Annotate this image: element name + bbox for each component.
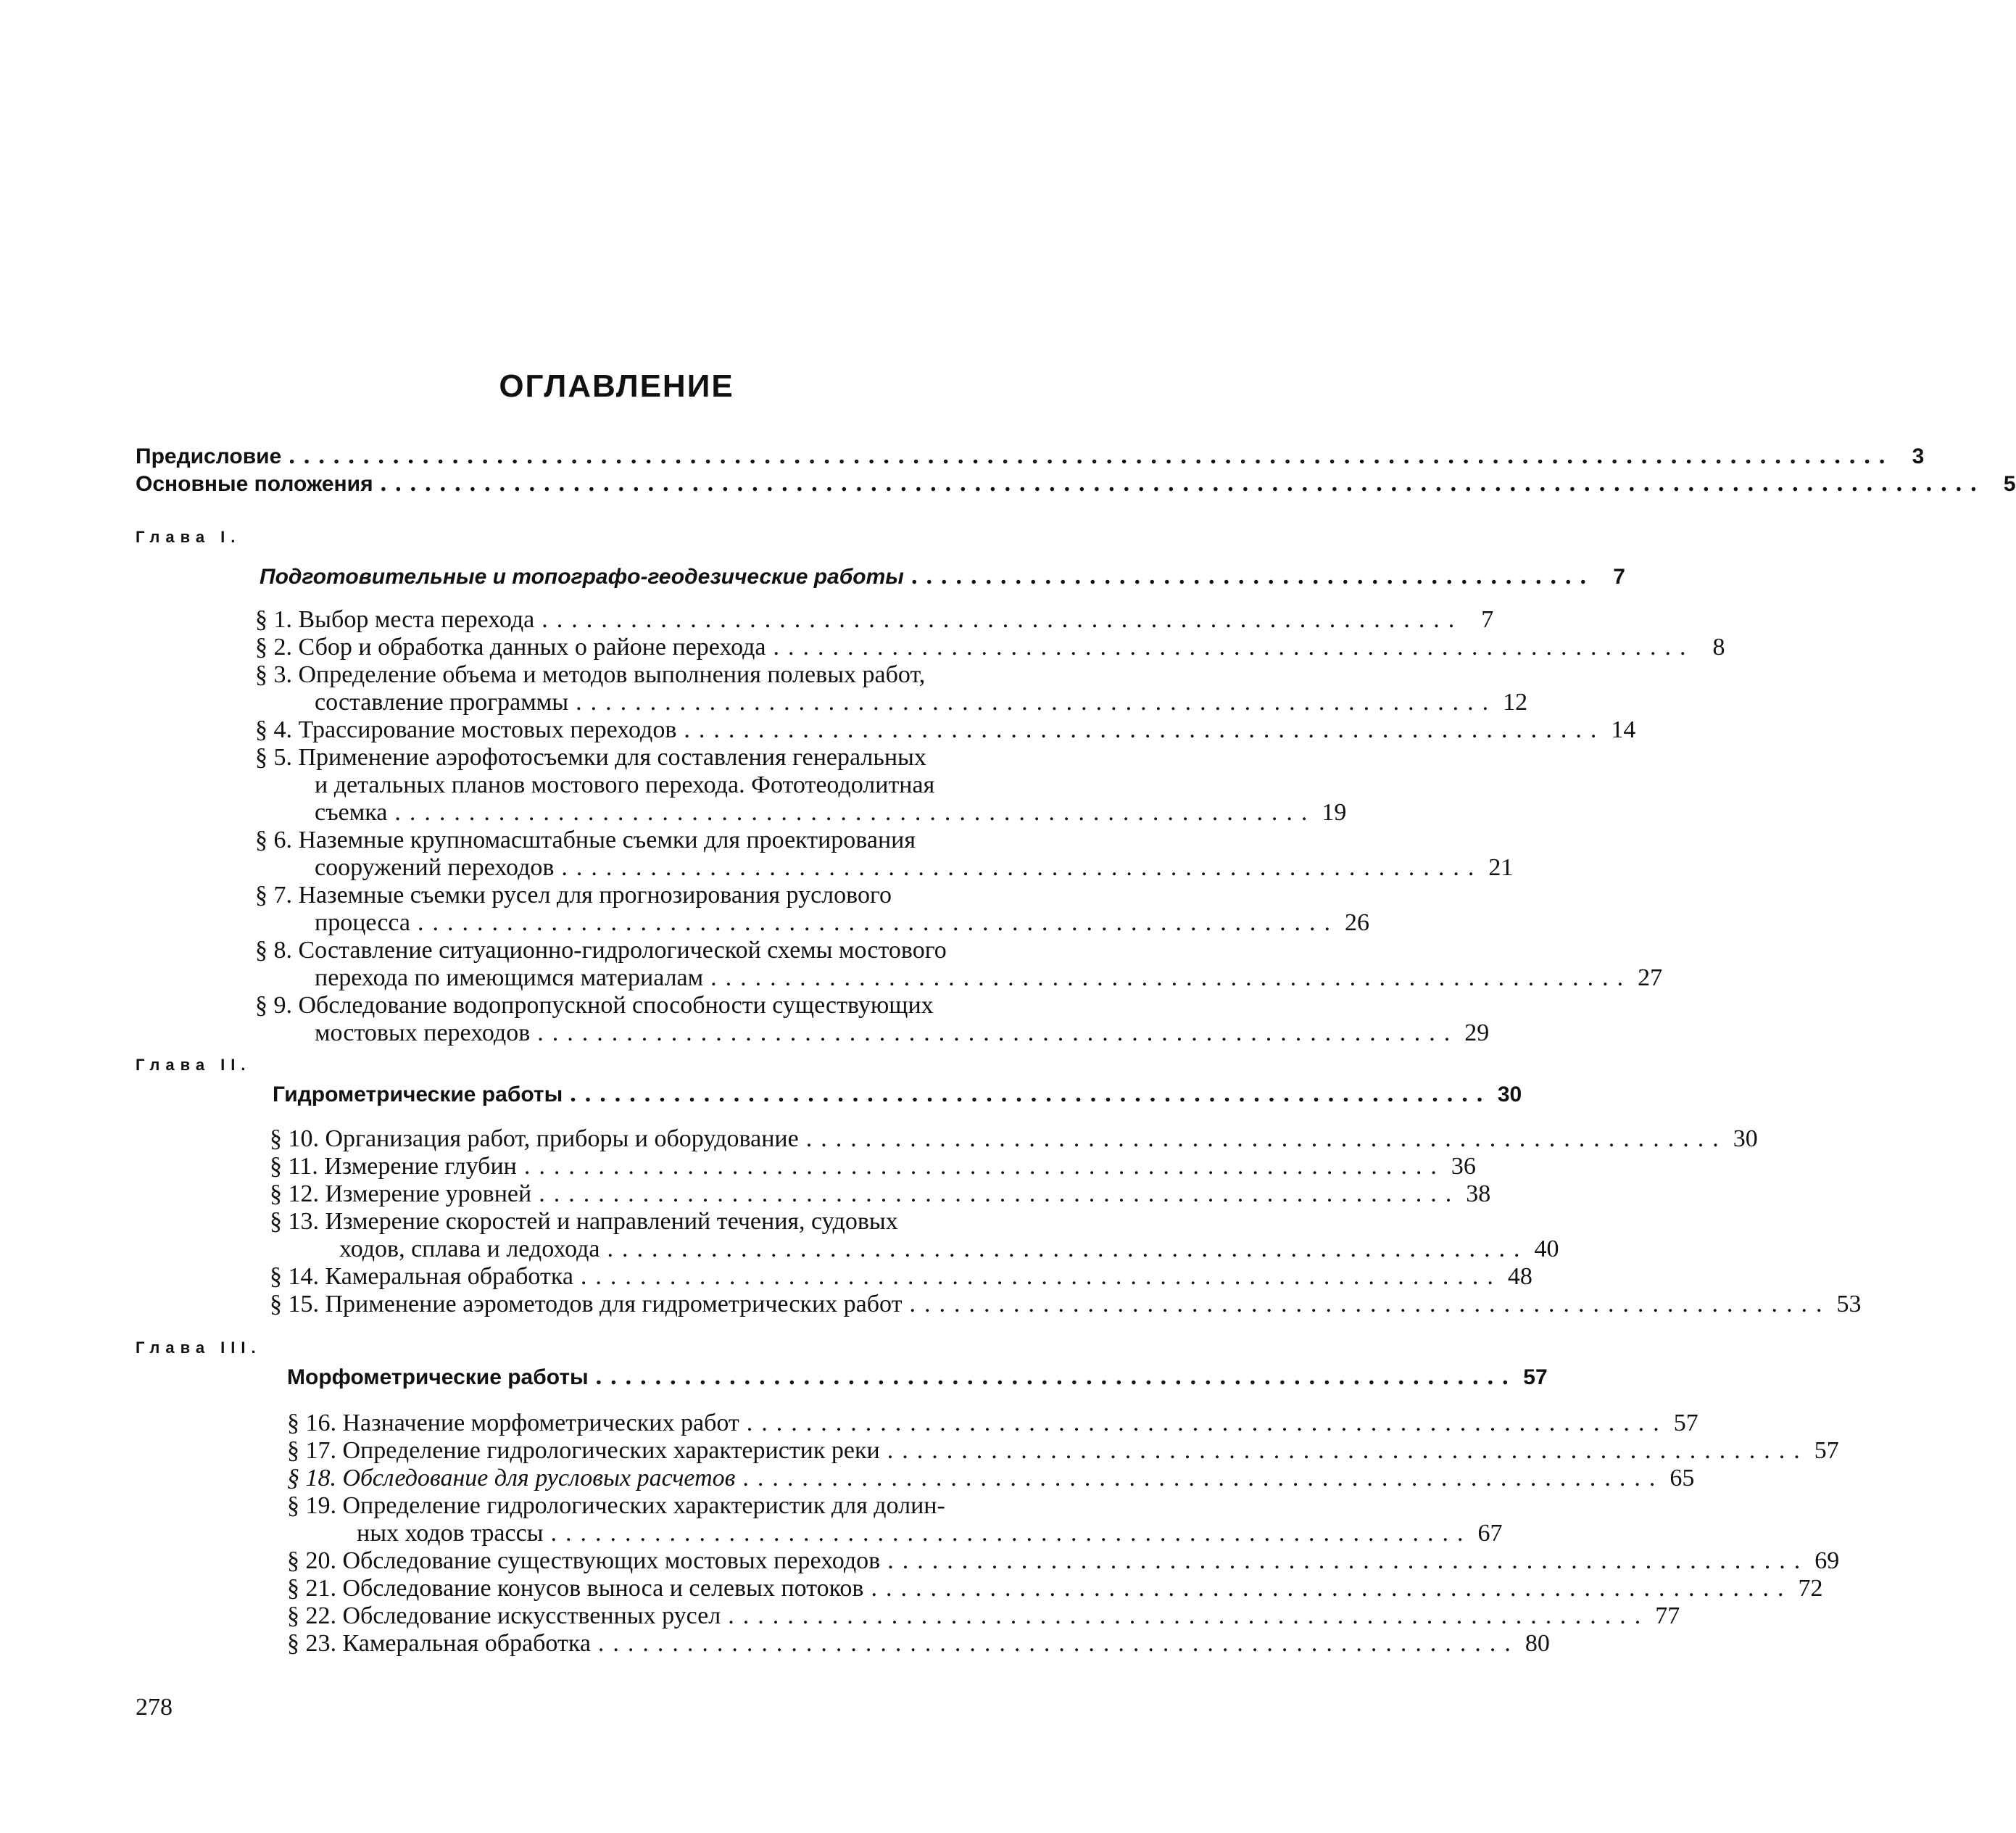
- dot-leader: ..............................................................: [805, 1125, 1727, 1152]
- section-title: Назначение морфометрических работ: [342, 1410, 739, 1436]
- chapter-title: [260, 563, 1625, 591]
- entry-page: 80: [1525, 1630, 1550, 1657]
- dot-leader: ..............................................................: [597, 1630, 1519, 1657]
- entry-page: 8: [1712, 634, 1725, 661]
- toc-section: [315, 689, 1528, 716]
- entry-page: 14: [1611, 716, 1636, 743]
- toc-section-line: [255, 661, 925, 689]
- dot-leader: ..............................................................: [580, 1263, 1502, 1290]
- section-title-cont: перехода по имеющимся материалам: [315, 964, 704, 991]
- section-title-cont: ных ходов трассы: [357, 1520, 544, 1547]
- section-title: Организация работ, приборы и оборудование: [325, 1125, 799, 1152]
- toc-section: [287, 1602, 1680, 1630]
- toc-section: [255, 716, 1636, 744]
- toc-section-line: [287, 1492, 945, 1520]
- entry-page: 36: [1451, 1153, 1476, 1180]
- dot-leader: ..............................................................: [561, 854, 1483, 881]
- entry-page: 7: [1613, 565, 1625, 589]
- dot-leader: ..............................................................: [539, 1180, 1461, 1207]
- toc-section: [287, 1410, 1698, 1437]
- dot-leader: ..............................................................: [607, 1236, 1529, 1262]
- entry-page: 12: [1503, 689, 1528, 716]
- dot-leader: ..............................................................: [887, 1547, 1809, 1574]
- entry-page: 26: [1345, 909, 1370, 936]
- entry-page: 5: [2003, 472, 2016, 496]
- dot-leader: ..............................................................: [887, 1437, 1809, 1464]
- section-title: Обследование водопропускной способности существующих: [298, 992, 934, 1019]
- toc-section: [339, 1236, 1559, 1263]
- section-title: Выбор места перехода: [298, 606, 535, 633]
- toc-section: [315, 854, 1514, 882]
- entry-page: 30: [1733, 1125, 1758, 1152]
- toc-section: [270, 1125, 1758, 1153]
- section-number: § 22.: [287, 1602, 336, 1629]
- toc-section: [315, 799, 1347, 827]
- dot-leader: ..............................................................: [746, 1410, 1668, 1436]
- section-title: Трассирование мостовых переходов: [298, 716, 677, 743]
- entry-page: 57: [1673, 1410, 1698, 1436]
- toc-section: [270, 1153, 1476, 1180]
- toc-section-line: [255, 827, 916, 854]
- section-title: Обследование конусов выноса и селевых потоков: [342, 1575, 864, 1602]
- dot-leader: ..............................................................: [542, 606, 1464, 633]
- section-title: Определение гидрологических характеристик реки: [342, 1437, 880, 1464]
- entry-page: 38: [1466, 1180, 1491, 1207]
- entry-page: 53: [1836, 1291, 1862, 1317]
- section-number: § 4.: [255, 716, 292, 743]
- toc-entry-basics: [136, 470, 2016, 498]
- toc-section: [287, 1630, 1550, 1658]
- chapter-title-text: Подготовительные и топографо-геодезические работы: [260, 565, 904, 589]
- section-number: § 3.: [255, 661, 292, 688]
- section-number: § 20.: [287, 1547, 336, 1574]
- entry-page: 27: [1638, 964, 1663, 991]
- dot-leader: ..............................................................: [394, 799, 1316, 826]
- dot-leader: ..............................................................: [537, 1019, 1459, 1046]
- section-title: Измерение уровней: [325, 1180, 532, 1207]
- dot-leader: ..............................................................: [742, 1465, 1664, 1491]
- section-title-cont: сооружений переходов: [315, 854, 555, 881]
- dot-leader: ..............................................................: [595, 1363, 1517, 1390]
- chapter-title-text: Гидрометрические работы: [273, 1083, 563, 1106]
- toc-section: [270, 1180, 1491, 1208]
- section-title: Обследование для русловых расчетов: [342, 1465, 736, 1491]
- entry-label: Предисловие: [136, 444, 282, 468]
- section-title: Камеральная обработка: [342, 1630, 591, 1657]
- section-title-cont: ходов, сплава и ледохода: [339, 1236, 600, 1262]
- section-number: § 12.: [270, 1180, 319, 1207]
- toc-section: [270, 1291, 1862, 1318]
- chapter-title: [273, 1080, 1522, 1109]
- entry-page: 57: [1523, 1365, 1548, 1389]
- chapter-title: [287, 1363, 1548, 1391]
- entry-page: 67: [1477, 1520, 1503, 1547]
- entry-page: 48: [1507, 1263, 1532, 1290]
- entry-page: 57: [1814, 1437, 1839, 1464]
- dot-leader: ............................................................................................................: [380, 470, 1986, 497]
- section-title: Определение объема и методов выполнения полевых работ,: [298, 661, 926, 688]
- section-title: Измерение глубин: [324, 1153, 517, 1180]
- dot-leader: ..............................................................: [684, 716, 1606, 743]
- section-number: § 1.: [255, 606, 292, 633]
- section-title: Обследование искусственных русел: [342, 1602, 721, 1629]
- entry-page: 30: [1497, 1083, 1522, 1106]
- section-number: § 23.: [287, 1630, 336, 1657]
- entry-page: 40: [1534, 1236, 1559, 1262]
- toc-section: [287, 1547, 1840, 1575]
- entry-page: 65: [1669, 1465, 1695, 1491]
- dot-leader: ..............................................................: [550, 1520, 1472, 1547]
- section-title: Применение аэрофотосъемки для составления генеральных: [298, 744, 926, 771]
- dot-leader: ..............................................................: [909, 1291, 1831, 1317]
- section-title: Определение гидрологических характеристик для долин-: [342, 1492, 945, 1519]
- dot-leader: ..............................................................: [728, 1602, 1650, 1629]
- toc-section: [287, 1437, 1839, 1465]
- dot-leader: ..............................................................: [871, 1575, 1793, 1602]
- entry-page: 7: [1481, 606, 1494, 633]
- dot-leader: ..............................................................: [710, 964, 1633, 991]
- toc-section-line: [255, 882, 892, 909]
- section-number: § 7.: [255, 882, 292, 909]
- chapter-label: Глава III.: [136, 1338, 262, 1357]
- toc-section-line: [270, 1208, 898, 1236]
- toc-section: [287, 1575, 1823, 1602]
- section-title: Сбор и обработка данных о районе перехода: [298, 634, 766, 661]
- section-title: Наземные крупномасштабные съемки для проектирования: [298, 827, 916, 853]
- toc-entry-preface: [136, 442, 1925, 471]
- page-number: 278: [136, 1694, 173, 1721]
- dot-leader: ..............................................: [910, 563, 1595, 589]
- section-number: § 19.: [287, 1492, 336, 1519]
- section-number: § 16.: [287, 1410, 336, 1436]
- dot-leader: ..............................................................: [570, 1080, 1492, 1107]
- section-number: § 18.: [287, 1465, 336, 1491]
- toc-section-line: [255, 937, 947, 964]
- entry-page: 77: [1655, 1602, 1680, 1629]
- entry-page: 69: [1814, 1547, 1840, 1574]
- section-number: § 5.: [255, 744, 292, 771]
- entry-page: 72: [1798, 1575, 1823, 1602]
- chapter-label: Глава II.: [136, 1056, 252, 1074]
- toc-section: [315, 1019, 1490, 1047]
- toc-section: [315, 964, 1663, 992]
- section-title-cont: составление программы: [315, 689, 569, 716]
- chapter-title-text: Морфометрические работы: [287, 1365, 589, 1389]
- entry-page: 21: [1488, 854, 1514, 881]
- section-number: § 2.: [255, 634, 292, 661]
- entry-page: 29: [1464, 1019, 1490, 1046]
- entry-label: Основные положения: [136, 472, 373, 496]
- dot-leader: ..............................................................: [418, 909, 1340, 936]
- section-title: Наземные съемки русел для прогнозирования руслового: [298, 882, 892, 909]
- page-title: ОГЛАВЛЕНИЕ: [499, 368, 734, 404]
- section-number: § 21.: [287, 1575, 336, 1602]
- toc-section-line: и детальных планов мостового перехода. Фототеодолитная: [315, 771, 935, 798]
- section-number: § 13.: [270, 1208, 319, 1235]
- dot-leader: ..............................................................: [773, 634, 1695, 661]
- dot-leader: ..............................................................: [523, 1153, 1445, 1180]
- toc-section: [357, 1520, 1503, 1547]
- section-title: Применение аэрометодов для гидрометрических работ: [325, 1291, 903, 1317]
- section-title: Измерение скоростей и направлений течения, судовых: [325, 1208, 898, 1235]
- section-number: § 8.: [255, 937, 292, 964]
- dot-leader: ............................................................................................................: [289, 442, 1894, 469]
- section-title-cont: процесса: [315, 909, 411, 936]
- toc-section: [287, 1465, 1695, 1492]
- toc-section-line: [255, 744, 926, 771]
- toc-section: [315, 909, 1370, 937]
- entry-page: 3: [1912, 444, 1925, 468]
- toc-section: [255, 634, 1725, 661]
- dot-leader: ..............................................................: [576, 689, 1498, 716]
- toc-section-line: [255, 992, 934, 1019]
- section-number: § 9.: [255, 992, 292, 1019]
- section-number: § 10.: [270, 1125, 319, 1152]
- section-number: § 11.: [270, 1153, 318, 1180]
- section-number: § 17.: [287, 1437, 336, 1464]
- section-title: Обследование существующих мостовых переходов: [342, 1547, 881, 1574]
- section-title: Составление ситуационно-гидрологической схемы мостового: [298, 937, 947, 964]
- chapter-label: Глава I.: [136, 528, 241, 546]
- section-number: § 15.: [270, 1291, 319, 1317]
- entry-page: 19: [1322, 799, 1347, 826]
- section-title-cont: съемка: [315, 799, 388, 826]
- toc-section: [255, 606, 1494, 634]
- section-title-cont: мостовых переходов: [315, 1019, 531, 1046]
- section-title: Камеральная обработка: [325, 1263, 573, 1290]
- section-number: § 14.: [270, 1263, 319, 1290]
- toc-section: [270, 1263, 1532, 1291]
- section-number: § 6.: [255, 827, 292, 853]
